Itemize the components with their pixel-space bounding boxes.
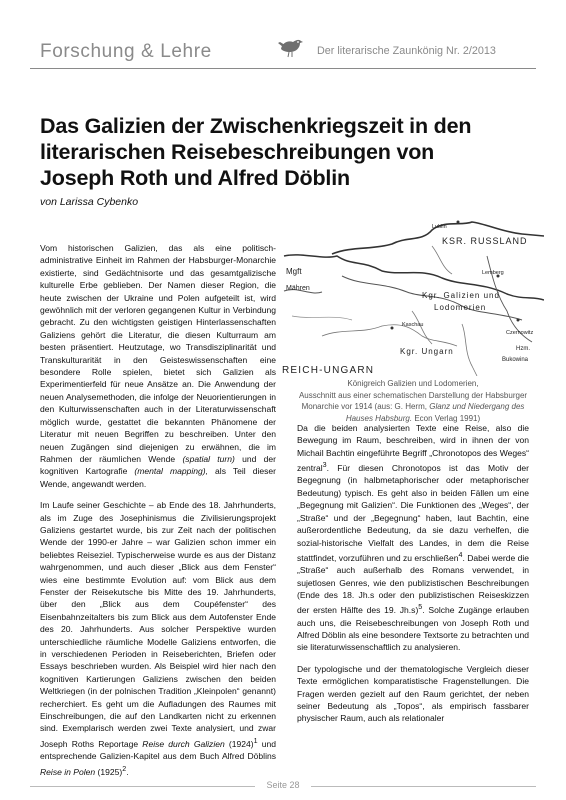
map-caption: Königreich Galizien und Lodomerien, Ausschnitt aus einer schematischen Darstellung der Habsburger Monarchie vor 1914 (aus: G. Herm, Glanz und Niedergang des Hauses Habsburg. Econ Verlag 1991) (298, 379, 528, 423)
map-label: REICH-UNGARN (282, 365, 375, 376)
header-rule (30, 68, 536, 69)
footnote-ref: 5 (418, 603, 423, 612)
map-label: Lublin (432, 224, 447, 230)
section-title: Forschung & Lehre (40, 41, 212, 62)
right-paragraph-1: Da die beiden analysierten Texte eine Reise, also die Bewegung im Raum, beschreiben, wird in ihnen der von Michail Bachtin eingeführte Begriff „Chronotopos des Weges“ zentral$^3$. Für diesen Chronotopos ist das Motiv der Begegnung (in halbmetaphorischer oder metaphorischer Bedeutung) typisch. Es geht also in beiden Fällen um eine „Begegnung mit Galizien“. Die Funktionen des „Weges“, der „Straße“ und der „Begegnung“ haben, laut Bachtin, eine außerordentliche Bedeutung, da sie dazu verhelfen, die sozial-historische Vielfalt des Landes, in dem die Reise stattfindet, vorzuführen und zu erschließen$^4$. Dabei werde die „Straße“ auch außerhalb des Romans verwendet, in sujetlosen Genres, wie den publizistischen Beschreibungen (Ende des 18. Jh.s oder den publizistischen Reiseskizzen der ersten Hälfte des 19. Jh.s)$^5$. Solche Zugänge erlauben auch uns, die Reisebeschreibungen von Joseph Roth und Alfred Döblin als eine besondere Textsorte zu betrachten und sie literaturwissenschaftlich zu analysieren. (297, 423, 530, 653)
map-label: Mähren (286, 285, 310, 292)
left-paragraph-1: Vom historischen Galizien, das als eine politisch-administrative Einheit im Rahmen der Habsburger-Monarchie existierte, sind Gedächtnisorte und das gesamtgalizische kulturelle Erbe geblieben. Der Namen dieser Region, die heute zwischen der Ukraine und Polen aufgeteilt ist, wird gewöhnlich mit der verloren gegangenen Kultur in Verbindung gebracht. Zu den wichtigsten geistigen Hinterlassenschaften Galiziens gehört die Literatur, die diesen Kulturraum am besten präsentiert. Heutzutage, wo Transdisziplinarität und Transkulturarität in den Geisteswissenschaften eine besondere Rolle spielen, bietet sich Galizien als Experimentierfeld für neue Ansätze an. Die Anwendung der neuen Analysemethoden, die infolge der Neuorientierungen in den Kulturwissenschaften auch in der Literaturwissenschaft möglich wurde, gestattet die bekannten Phänomene der Literatur mit neuen Begriffen zu beschreiben. Unter den neuen Zugängen sind diejenigen zu erwähnen, die im Rahmen der räumlichen Wende (spatial turn) und der kognitiven Kartografie (mental mapping), als Teil dieser Wende, angewandt werden. (40, 243, 277, 489)
map-label: Kgr. Galizien und (422, 291, 500, 300)
map-image (282, 216, 544, 376)
map-label: KSR. RUSSLAND (442, 236, 528, 246)
author-byline: von Larissa Cybenko (40, 196, 139, 208)
map-label: Lemberg (482, 270, 504, 276)
article-title: Das Galizien der Zwischenkriegszeit in den literarischen Reisebeschreibungen von Joseph Roth und Alfred Döblin (40, 114, 472, 190)
footnote-ref: 1 (253, 736, 258, 745)
map-label: Czernowitz (506, 330, 534, 336)
map-label: Lodomerien (434, 303, 487, 312)
left-column (40, 242, 276, 787)
footnote-ref: 2 (122, 764, 127, 773)
issue-label: Der literarische Zaunkönig Nr. 2/2013 (317, 45, 496, 57)
map-label: Hzm. (516, 346, 530, 352)
page-number: Seite 28 (266, 780, 300, 790)
map-label: Kaschau (402, 322, 424, 328)
right-column (297, 422, 529, 734)
left-paragraph-2: Im Laufe seiner Geschichte – ab Ende des 18. Jahrhunderts, als im Zuge des Josephinismus die Zivilisierungsprojekt Galiziens gestartet wurde, bis zur Zeit nach der politischen Wende der 1990-er Jahre – war Galizien schon immer ein beliebtes Reiseziel. Typischerweise wurde es aus der Distanz wahrgenommen, und auch dieser „Blick aus dem Fenster“ wies eine bestimmte Evolution auf: vom Blick aus dem Fenster der Reisekutsche bis Mitte des 19. Jahrhunderts, über den „Blick aus dem Coupéfenster“ des Eisenbahnzeitalters bis zum Blick aus dem Autofenster Ende des 20. Jahrhunderts. Aus solcher Perspektive wurden unterschiedliche räumliche Modelle Galiziens entworfen, die in verschiedenen Perioden in Reiseberichten, Briefen oder Essays beschrieben wurden. Als Beispiel wird hier nach den kognitiven Kartierungen Galiziens zwischen den beiden Weltkriegen (in der polnischen Tradition „Kleinpolen“ genannt) recherchiert. Es geht um die Aufladungen des Raumes mit Einschreibungen, die auf den Landkarten nicht zu erkennen sind. Exemplarisch werden zwei Texte analysiert, und zwar Joseph Roths Reportage Reise durch Galizien $(1924)^1$ und entsprechende Galizien-Kapitel aus dem Buch Alfred Döblins Reise in Polen $(1925)^2$. (40, 500, 277, 777)
right-paragraph-2: Der typologische und der thematologische Vergleich dieser Texte ermöglichen komparatistische Fragenstellungen. Die Fragen werden gezielt auf den Raum gerichtet, der neben seiner Bedeutung als „Topos“, als empirisch fassbarer physischer Raum, auch als relationaler (297, 663, 529, 724)
wren-logo-icon (278, 34, 304, 58)
map-label: Bukowina (502, 357, 529, 363)
footnote-ref: 4 (458, 550, 463, 559)
page-header (0, 0, 566, 80)
footnote-ref: 3 (322, 461, 327, 470)
map-label: Kgr. Ungarn (400, 347, 454, 356)
map-label: Mgft (286, 267, 302, 276)
